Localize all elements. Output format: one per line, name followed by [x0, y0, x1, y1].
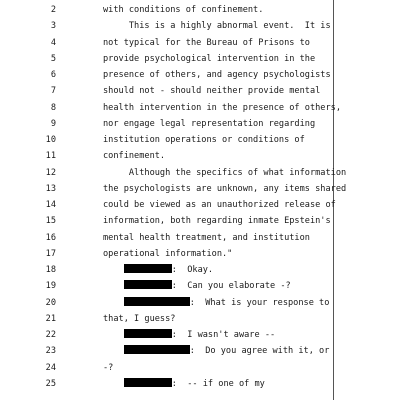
line-number: 7: [50, 86, 56, 97]
line-text: [103, 264, 213, 276]
transcript-line: [0, 248, 333, 260]
transcript-line: [0, 297, 333, 309]
transcript-line: [0, 134, 333, 146]
transcript-line: [0, 69, 333, 81]
line-text: [103, 280, 291, 292]
transcript-line: [0, 329, 333, 341]
transcript-line: [0, 378, 333, 390]
redacted-speaker-name: [124, 345, 190, 354]
transcript-line: [0, 183, 347, 195]
transcript-line: [0, 20, 333, 32]
line-text: that, I guess?: [103, 313, 176, 324]
line-text: This is a highly abnormal event. It is: [103, 21, 331, 32]
spoken-text: : -- if one of my: [171, 378, 265, 389]
spoken-text: : Do you agree with it, or: [189, 346, 330, 357]
line-number: 9: [50, 118, 56, 129]
transcript-line: [0, 264, 333, 276]
line-number: 11: [45, 151, 56, 162]
line-number: 22: [45, 330, 56, 340]
line-number: 25: [45, 378, 56, 389]
line-number: 16: [45, 232, 56, 243]
line-text: information, both regarding inmate Epstein's: [103, 216, 331, 227]
transcript-line: [0, 118, 333, 130]
speaker-indent: [103, 330, 124, 340]
line-number: 3: [50, 21, 56, 32]
redacted-speaker-name: [124, 297, 190, 306]
line-number: 15: [45, 216, 56, 227]
spoken-text: : Okay.: [171, 265, 214, 275]
line-number: 17: [45, 248, 56, 259]
line-number: 23: [45, 346, 56, 357]
line-text: the psychologists are unknown, any items shared: [103, 183, 347, 194]
redacted-speaker-name: [124, 280, 172, 289]
line-text: could be viewed as an unauthorized release of: [103, 200, 336, 210]
line-text: institution operations or conditions of: [103, 135, 305, 145]
spoken-text: : Can you elaborate -?: [171, 281, 291, 292]
speaker-indent: [103, 298, 124, 308]
line-text: Although the specifics of what information: [103, 167, 347, 178]
line-text: [103, 329, 275, 341]
line-text: nor engage legal representation regarding: [103, 118, 316, 129]
line-text: [103, 297, 329, 309]
line-number: 18: [45, 265, 56, 275]
transcript-line: [0, 280, 333, 292]
line-text: health intervention in the presence of others,: [103, 102, 341, 113]
line-number: 10: [45, 135, 56, 145]
transcript-line: [0, 102, 341, 114]
transcript-line: [0, 4, 333, 16]
line-number: 12: [45, 167, 56, 178]
speaker-indent: [103, 379, 124, 389]
transcript-line: [0, 150, 333, 162]
speaker-indent: [103, 281, 124, 291]
line-text: presence of others, and agency psychologists: [103, 70, 331, 80]
line-number: 20: [45, 297, 56, 308]
line-text: [103, 378, 265, 390]
line-number: 4: [50, 37, 56, 48]
line-text: -?: [103, 362, 114, 373]
line-text: mental health treatment, and institution: [103, 232, 310, 243]
line-number: 14: [45, 200, 56, 210]
speaker-indent: [103, 346, 124, 356]
line-text: operational information.": [103, 248, 233, 259]
transcript-line: [0, 85, 333, 97]
line-number: 19: [45, 281, 56, 292]
transcript-line: [0, 313, 333, 325]
line-text: not typical for the Bureau of Prisons to: [103, 37, 310, 48]
transcript-line: [0, 232, 333, 244]
speaker-indent: [103, 265, 124, 275]
line-number: 24: [45, 362, 56, 373]
spoken-text: : What is your response to: [189, 297, 330, 308]
line-number: 21: [45, 313, 56, 324]
redacted-speaker-name: [124, 264, 172, 273]
spoken-text: : I wasn't aware --: [171, 330, 276, 340]
redacted-speaker-name: [124, 329, 172, 338]
transcript-line: [0, 362, 333, 374]
transcript-line: [0, 199, 336, 211]
redacted-speaker-name: [124, 378, 172, 387]
line-text: should not - should neither provide mental: [103, 86, 321, 97]
transcript-line: [0, 345, 333, 357]
line-number: 8: [50, 102, 56, 113]
line-number: 6: [50, 70, 56, 80]
transcript-line: [0, 53, 333, 65]
transcript-line: [0, 37, 333, 49]
line-number: 5: [50, 53, 56, 64]
line-text: [103, 345, 329, 357]
line-text: with conditions of confinement.: [103, 5, 264, 15]
line-text: confinement.: [103, 151, 166, 162]
line-number: 2: [50, 5, 56, 15]
transcript-line: [0, 167, 347, 179]
transcript-line: [0, 215, 333, 227]
line-number: 13: [45, 183, 56, 194]
line-text: provide psychological intervention in the: [103, 53, 316, 64]
